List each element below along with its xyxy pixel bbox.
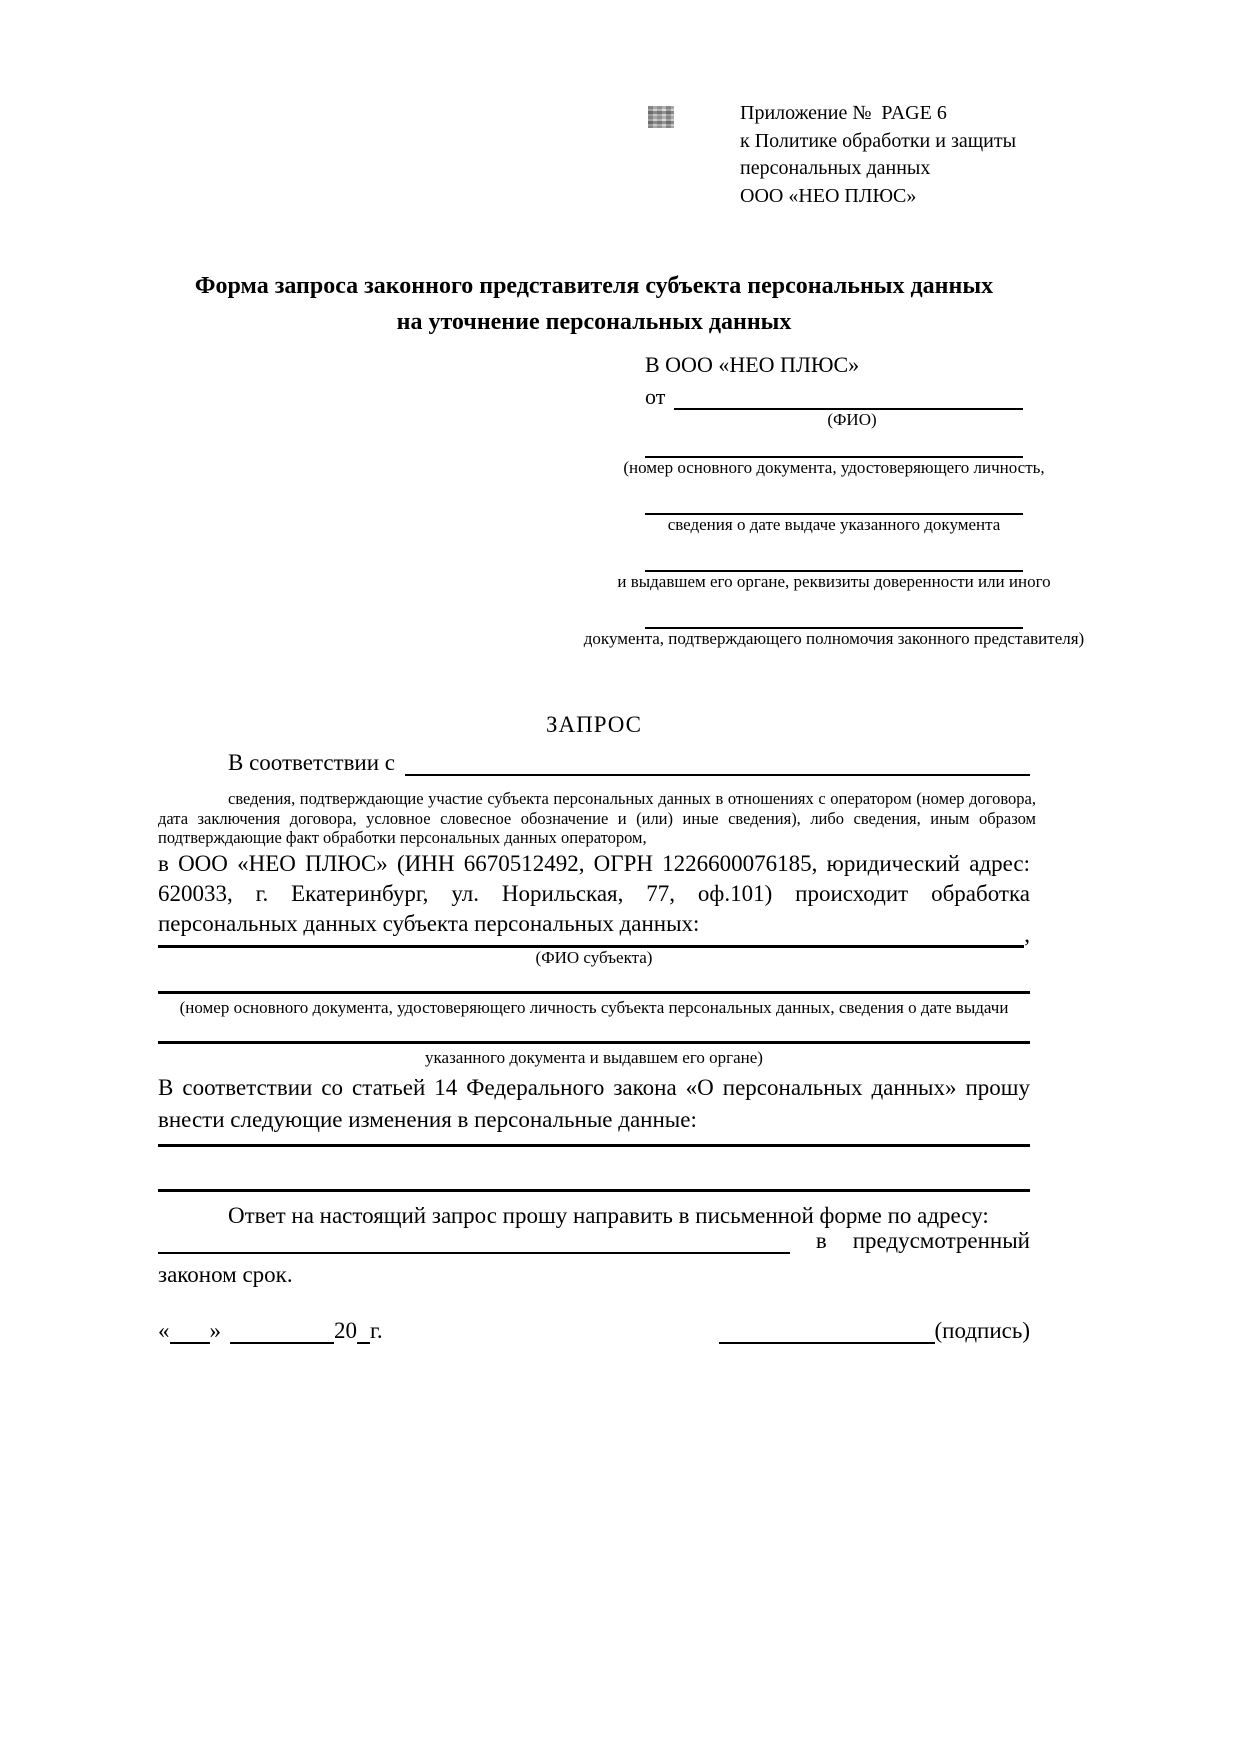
blank-line-subject-doc-2 xyxy=(158,1022,1030,1044)
footer-row xyxy=(158,1318,1030,1344)
accordance-label: В соответствии с xyxy=(228,750,396,775)
blank-line-authority xyxy=(645,605,1023,629)
blank-line-subject-doc-1 xyxy=(158,972,1030,994)
blank-line-signature xyxy=(719,1318,935,1344)
request-heading: ЗАПРОС xyxy=(545,712,643,737)
blank-line-issuer xyxy=(645,548,1023,572)
answer-word-v: в xyxy=(815,1228,827,1253)
operator-paragraph: в ООО «НЕО ПЛЮС» (ИНН 6670512492, ОГРН 1226600076185, юридический адрес: 620033, г. Екатеринбург, ул. Норильская, 77, оф.101) происходит обработка персональных данных субъекта персональных данных: xyxy=(158,851,1030,936)
blank-line-fio xyxy=(674,386,1023,410)
from-row xyxy=(645,380,1023,410)
subject-doc-caption-1: (номер основного документа, удостоверяющего личность субъекта персональных данных, сведения о дате выдачи xyxy=(179,998,1009,1017)
date-quote-open: « xyxy=(158,1318,170,1343)
blank-line-accordance xyxy=(405,748,1030,776)
form-title-line2: на уточнение персональных данных xyxy=(396,309,792,335)
subject-doc-row-1 xyxy=(158,972,1030,994)
answer-sentence: Ответ на настоящий запрос прошу направить в письменной форме по адресу: xyxy=(228,1203,989,1228)
appendix-line: персональных данных xyxy=(740,157,931,179)
blank-line-issue-date xyxy=(645,491,1023,515)
article14-paragraph: В соответствии со статьей 14 Федерального закона «О персональных данных» прошу внести следующие изменения в персональные данные: xyxy=(158,1075,1030,1132)
doc-number-caption: (номер основного документа, удостоверяющего личность, xyxy=(623,458,1045,477)
blurred-field-code-icon xyxy=(648,106,674,128)
date-quote-close: » xyxy=(209,1318,221,1343)
blank-line-day xyxy=(170,1318,210,1344)
subject-doc-row-2 xyxy=(158,1022,1030,1044)
fio-caption: (ФИО) xyxy=(827,410,877,429)
signature-caption: (подпись) xyxy=(934,1318,1030,1343)
form-title xyxy=(158,268,1030,340)
blank-line-doc-number xyxy=(645,434,1023,458)
changes-row-1 xyxy=(158,1125,1030,1147)
signature-group xyxy=(719,1318,1030,1344)
appendix-header xyxy=(740,100,1016,210)
blank-line-changes-1 xyxy=(158,1125,1030,1147)
blank-line-year xyxy=(357,1318,370,1344)
subject-fio-row xyxy=(158,922,1030,948)
blank-line-subject-fio xyxy=(158,926,1024,948)
subject-doc-caption-2: указанного документа и выдавшем его органе) xyxy=(425,1048,763,1067)
addressee-block xyxy=(583,352,1085,650)
answer-tail: законом срок. xyxy=(158,1262,293,1287)
appendix-line: Приложение № PAGE 6 xyxy=(740,102,947,124)
appendix-line: ООО «НЕО ПЛЮС» xyxy=(740,184,917,207)
changes-row-2 xyxy=(158,1170,1030,1192)
appendix-line: к Политике обработки и защиты xyxy=(740,129,1017,152)
accordance-row xyxy=(158,748,1030,776)
fine-print-note: сведения, подтверждающие участие субъекта персональных данных в отношениях с оператором (номер договора, дата заключения договора, условное словесное обозначение и (или) иные сведения), либо сведения, иным образом подтверждающие факт обработки персональных данных оператором, xyxy=(158,789,1036,847)
date-year-suffix: г. xyxy=(370,1318,383,1343)
answer-address-row xyxy=(158,1228,1030,1254)
blank-line-address xyxy=(158,1232,790,1254)
issue-date-caption: сведения о дате выдаче указанного документа xyxy=(667,515,1001,534)
subject-fio-caption: (ФИО субъекта) xyxy=(535,948,653,967)
from-label: от xyxy=(645,384,666,409)
authority-caption: документа, подтверждающего полномочия законного представителя) xyxy=(583,629,1085,648)
issuer-caption: и выдавшем его органе, реквизиты доверенности или иного xyxy=(617,572,1051,591)
blank-line-month xyxy=(230,1318,334,1344)
answer-word-right: предусмотренный xyxy=(852,1228,1030,1253)
date-group xyxy=(158,1318,383,1344)
subject-comma: , xyxy=(1024,922,1030,947)
form-title-line1: Форма запроса законного представителя субъекта персональных данных xyxy=(194,273,994,299)
blank-line-changes-2 xyxy=(158,1170,1030,1192)
addressee-to: В ООО «НЕО ПЛЮС» xyxy=(645,352,860,377)
date-year: 20 xyxy=(334,1318,357,1343)
